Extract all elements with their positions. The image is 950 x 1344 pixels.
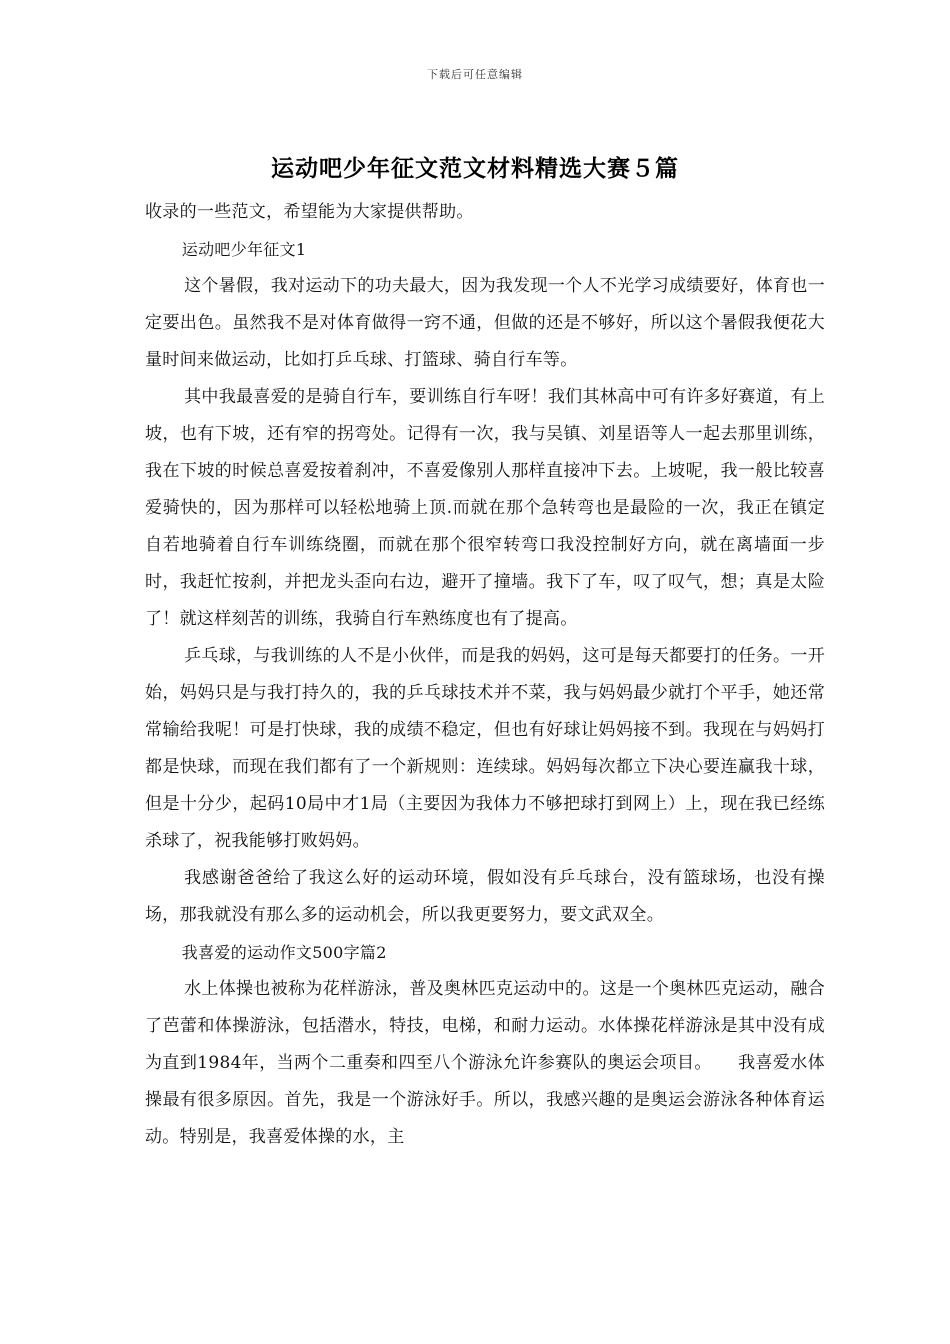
header-note: 下载后可任意编辑 [427,68,523,81]
body-paragraph: 乒乓球，与我训练的人不是小伙伴，而是我的妈妈，这可是每天都要打的任务。一开始，妈妈只是与我打持久的，我的乒乓球技术并不菜，我与妈妈最少就打个平手，她还常常输给我呢！可是打快球，我的成绩不稳定，但也有好球让妈妈接不到。我现在与妈妈打都是快球，而现在我们都有了一个新规则：连续球。妈妈每次都立下决心要连赢我十球，但是十分少，起码10局中才1局（主要因为我体力不够把球打到网上）上，现在我已经练杀球了，祝我能够打败妈妈。 [145,646,825,851]
body-paragraph: 这个暑假，我对运动下的功夫最大，因为我发现一个人不光学习成绩要好，体育也一定要出色。虽然我不是对体育做得一窍不通，但做的还是不够好，所以这个暑假我便花大量时间来做运动，比如打乒乓球、打篮球、骑自行车等。 [145,276,825,370]
body-paragraph: 水上体操也被称为花样游泳，普及奥林匹克运动中的。这是一个奥林匹克运动，融合了芭蕾和体操游泳，包括潜水，特技，电梯，和耐力运动。水体操花样游泳是其中没有成为直到1984年，当两个二重奏和四至八个游泳允许参赛队的奥运会项目。 我喜爱水体操最有很多原因。首先，我是一个游泳好手。所以，我感兴趣的是奥运会游泳各种体育运动。特别是，我喜爱体操的水，主 [145,979,825,1147]
body-paragraph: 其中我最喜爱的是骑自行车，要训练自行车呀！我们其林高中可有许多好赛道，有上坡，也有下坡，还有窄的拐弯处。记得有一次，我与吴镇、刘星语等人一起去那里训练，我在下坡的时候总喜爱按着刹冲，不喜爱像别人那样直接冲下去。上坡呢，我一般比较喜爱骑快的，因为那样可以轻松地骑上顶.而就在那个急转弯也是最险的一次，我正在镇定自若地骑着自行车训练绕圈，而就在那个很窄转弯口我没控制好方向，就在离墙面一步时，我赶忙按刹，并把龙头歪向右边，避开了撞墙。我下了车，叹了叹气，想；真是太险了！就这样刻苦的训练，我骑自行车熟练度也有了提高。 [145,387,825,629]
section-heading-1: 运动吧少年征文1 [181,240,307,259]
document-title: 运动吧少年征文范文材料精选大赛５篇 [271,156,679,182]
body-paragraph: 我感谢爸爸给了我这么好的运动环境，假如没有乒乓球台，没有篮球场，也没有操场，那我就没有那么多的运动机会，所以我更要努力，要文武双全。 [145,868,825,925]
document-body [145,194,825,1156]
intro-paragraph: 收录的一些范文，希望能为大家提供帮助。 [145,202,474,222]
section-heading-2: 我喜爱的运动作文500字篇2 [181,943,387,962]
